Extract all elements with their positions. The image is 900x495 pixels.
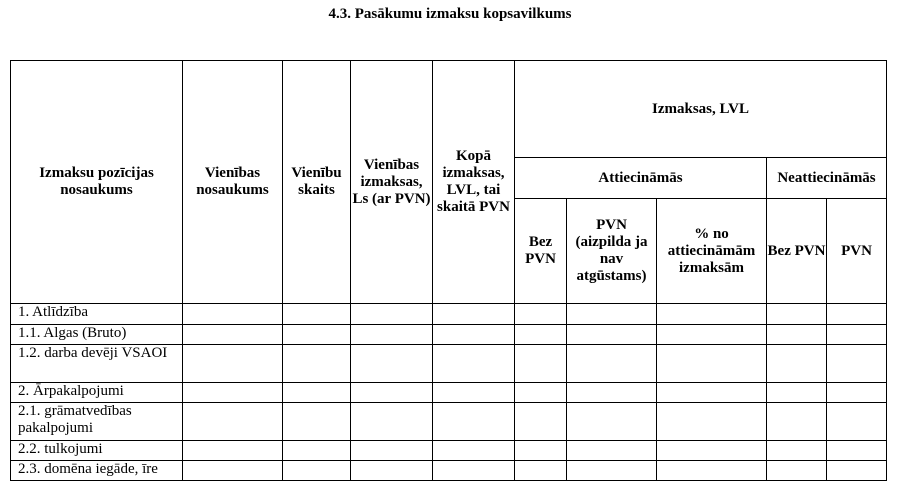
header-eligible: Attiecināmās [515, 158, 767, 199]
table-cell[interactable] [183, 461, 283, 481]
table-cell[interactable] [657, 403, 767, 441]
table-cell[interactable] [567, 461, 657, 481]
table-cell[interactable] [433, 461, 515, 481]
table-cell[interactable] [351, 345, 433, 383]
table-cell[interactable] [657, 325, 767, 345]
header-eligible-vat: PVN (aizpilda ja nav atgūstams) [567, 199, 657, 304]
row-label: 1.2. darba devēji VSAOI [11, 345, 183, 383]
row-label: 1.1. Algas (Bruto) [11, 325, 183, 345]
header-eligible-excl-vat: Bez PVN [515, 199, 567, 304]
table-cell[interactable] [283, 304, 351, 325]
table-cell[interactable] [567, 325, 657, 345]
table-cell[interactable] [567, 403, 657, 441]
table-cell[interactable] [515, 325, 567, 345]
table-cell[interactable] [351, 383, 433, 403]
table-cell[interactable] [283, 383, 351, 403]
table-cell[interactable] [351, 403, 433, 441]
header-position-name: Izmaksu pozīcijas nosaukums [11, 61, 183, 304]
header-eligible-percent: % no attiecināmām izmaksām [657, 199, 767, 304]
table-cell[interactable] [351, 304, 433, 325]
table-cell[interactable] [183, 325, 283, 345]
row-label: 2.1. grāmatvedības pakalpojumi [11, 403, 183, 441]
table-cell[interactable] [657, 461, 767, 481]
table-row [11, 383, 887, 403]
header-unit-name: Vienības nosaukums [183, 61, 283, 304]
table-cell[interactable] [767, 441, 827, 461]
header-total-cost: Kopā izmaksas, LVL, tai skaitā PVN [433, 61, 515, 304]
table-row [11, 461, 887, 481]
table-cell[interactable] [351, 441, 433, 461]
table-cell[interactable] [515, 403, 567, 441]
table-cell[interactable] [515, 383, 567, 403]
table-cell[interactable] [283, 461, 351, 481]
table-cell[interactable] [183, 345, 283, 383]
cost-summary-table [10, 60, 887, 481]
table-cell[interactable] [515, 461, 567, 481]
table-cell[interactable] [767, 345, 827, 383]
table-cell[interactable] [827, 441, 887, 461]
table-cell[interactable] [515, 441, 567, 461]
table-cell[interactable] [767, 304, 827, 325]
table-cell[interactable] [433, 403, 515, 441]
table-cell[interactable] [351, 325, 433, 345]
table-row [11, 304, 887, 325]
table-cell[interactable] [767, 461, 827, 481]
table-cell[interactable] [827, 403, 887, 441]
table-cell[interactable] [827, 383, 887, 403]
row-label: 1. Atlīdzība [11, 304, 183, 325]
table-cell[interactable] [183, 403, 283, 441]
table-cell[interactable] [515, 345, 567, 383]
table-cell[interactable] [827, 461, 887, 481]
table-row [11, 345, 887, 383]
table-row [11, 403, 887, 441]
row-label: 2. Ārpakalpojumi [11, 383, 183, 403]
document-title: 4.3. Pasākumu izmaksu kopsavilkums [328, 6, 572, 22]
table-cell[interactable] [657, 304, 767, 325]
table-cell[interactable] [283, 345, 351, 383]
table-cell[interactable] [827, 304, 887, 325]
table-cell[interactable] [767, 403, 827, 441]
table-cell[interactable] [433, 304, 515, 325]
table-cell[interactable] [657, 441, 767, 461]
table-row [11, 325, 887, 345]
table-cell[interactable] [433, 345, 515, 383]
table-row [11, 441, 887, 461]
header-ineligible-excl-vat: Bez PVN [767, 199, 827, 304]
table-cell[interactable] [283, 325, 351, 345]
table-cell[interactable] [567, 345, 657, 383]
row-label: 2.2. tulkojumi [11, 441, 183, 461]
table-cell[interactable] [515, 304, 567, 325]
table-body [11, 304, 887, 481]
header-unit-cost: Vienības izmaksas, Ls (ar PVN) [351, 61, 433, 304]
table-cell[interactable] [283, 441, 351, 461]
table-cell[interactable] [827, 325, 887, 345]
table-cell[interactable] [183, 441, 283, 461]
table-cell[interactable] [183, 383, 283, 403]
table-cell[interactable] [183, 304, 283, 325]
table-cell[interactable] [567, 383, 657, 403]
table-cell[interactable] [351, 461, 433, 481]
header-costs-group: Izmaksas, LVL [515, 61, 887, 158]
header-ineligible: Neattiecināmās [767, 158, 887, 199]
table-cell[interactable] [657, 345, 767, 383]
table-cell[interactable] [433, 325, 515, 345]
table-cell[interactable] [657, 383, 767, 403]
table-cell[interactable] [767, 325, 827, 345]
table-cell[interactable] [433, 383, 515, 403]
table-cell[interactable] [567, 441, 657, 461]
table-cell[interactable] [827, 345, 887, 383]
header-unit-count: Vienību skaits [283, 61, 351, 304]
table-cell[interactable] [567, 304, 657, 325]
table-cell[interactable] [767, 383, 827, 403]
table-cell[interactable] [283, 403, 351, 441]
table-cell[interactable] [433, 441, 515, 461]
header-ineligible-vat: PVN [827, 199, 887, 304]
row-label: 2.3. domēna iegāde, īre [11, 461, 183, 481]
